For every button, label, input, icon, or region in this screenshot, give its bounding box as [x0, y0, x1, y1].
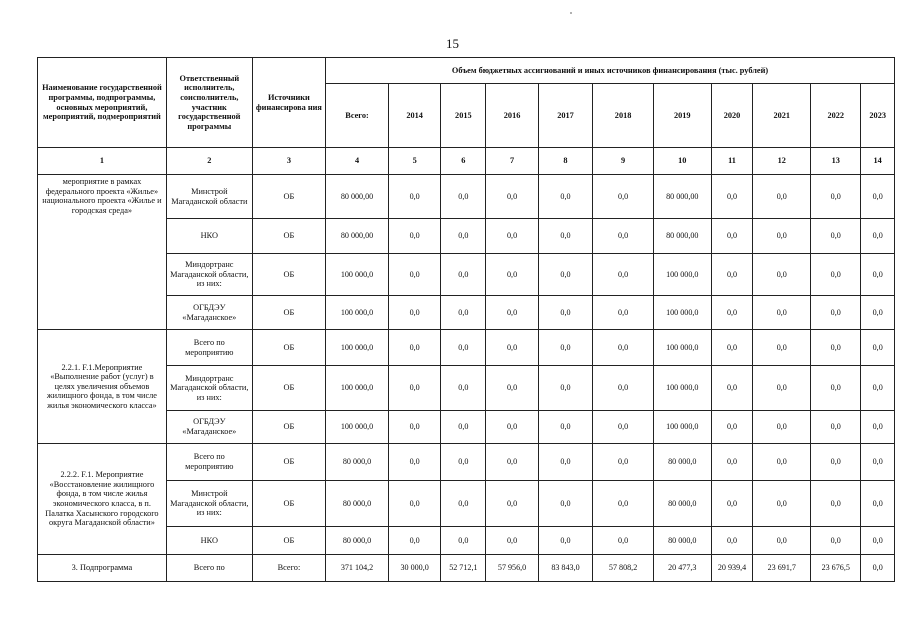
year-value-cell: 0,0 — [593, 527, 654, 555]
total-value-cell: 100 000,0 — [326, 330, 389, 366]
column-number: 9 — [593, 148, 654, 175]
year-value-cell: 0,0 — [861, 527, 895, 555]
column-number: 11 — [711, 148, 753, 175]
year-value-cell: 0,0 — [861, 175, 895, 219]
year-value-cell: 100 000,0 — [653, 366, 711, 411]
year-value-cell: 0,0 — [861, 444, 895, 481]
page-number: 15 — [446, 36, 459, 51]
column-number: 10 — [653, 148, 711, 175]
header-year: 2020 — [711, 84, 753, 148]
year-value-cell: 0,0 — [861, 555, 895, 582]
source-cell: ОБ — [252, 330, 325, 366]
table-row — [38, 481, 895, 527]
year-value-cell: 0,0 — [441, 481, 486, 527]
year-value-cell: 0,0 — [538, 527, 592, 555]
year-value-cell: 0,0 — [711, 411, 753, 444]
year-value-cell: 0,0 — [538, 481, 592, 527]
year-value-cell: 80 000,0 — [653, 481, 711, 527]
year-value-cell: 0,0 — [753, 175, 811, 219]
table-row — [38, 330, 895, 366]
header-year: 2022 — [811, 84, 861, 148]
year-value-cell: 100 000,0 — [653, 330, 711, 366]
header-year: 2017 — [538, 84, 592, 148]
year-value-cell: 0,0 — [486, 481, 538, 527]
year-value-cell: 80 000,00 — [653, 219, 711, 254]
year-value-cell: 0,0 — [538, 330, 592, 366]
header-total: Всего: — [326, 84, 389, 148]
total-value-cell: 371 104,2 — [326, 555, 389, 582]
year-value-cell: 0,0 — [441, 527, 486, 555]
table-row — [38, 366, 895, 411]
year-value-cell: 0,0 — [861, 254, 895, 296]
year-value-cell: 20 477,3 — [653, 555, 711, 582]
column-number: 5 — [388, 148, 440, 175]
year-value-cell: 0,0 — [593, 175, 654, 219]
year-value-cell: 0,0 — [388, 296, 440, 330]
year-value-cell: 0,0 — [861, 296, 895, 330]
total-value-cell: 100 000,0 — [326, 296, 389, 330]
scan-speck — [570, 12, 572, 14]
header-year: 2016 — [486, 84, 538, 148]
year-value-cell: 0,0 — [388, 481, 440, 527]
header-year: 2021 — [753, 84, 811, 148]
table-row — [38, 219, 895, 254]
year-value-cell: 0,0 — [486, 219, 538, 254]
year-value-cell: 0,0 — [753, 527, 811, 555]
table-row — [38, 411, 895, 444]
header-program-name: Наименование государственной программы, подпрограммы, основных мероприятий, мероприятий, подмероприятий — [38, 58, 167, 148]
table-row — [38, 254, 895, 296]
year-value-cell: 0,0 — [753, 254, 811, 296]
year-value-cell: 0,0 — [861, 330, 895, 366]
year-value-cell: 0,0 — [593, 219, 654, 254]
total-value-cell: 80 000,0 — [326, 527, 389, 555]
source-cell: ОБ — [252, 481, 325, 527]
year-value-cell: 0,0 — [711, 527, 753, 555]
year-value-cell: 0,0 — [538, 366, 592, 411]
responsible-cell: Минстрой Магаданской области — [166, 175, 252, 219]
header-year: 2014 — [388, 84, 440, 148]
year-value-cell: 0,0 — [861, 481, 895, 527]
year-value-cell: 0,0 — [388, 254, 440, 296]
source-cell: ОБ — [252, 366, 325, 411]
total-value-cell: 80 000,0 — [326, 481, 389, 527]
year-value-cell: 23 676,5 — [811, 555, 861, 582]
header-responsible: Ответственный исполнитель, соисполнитель, участник государственной программы — [166, 58, 252, 148]
year-value-cell: 0,0 — [811, 411, 861, 444]
year-value-cell: 0,0 — [538, 296, 592, 330]
responsible-cell: НКО — [166, 527, 252, 555]
column-number: 2 — [166, 148, 252, 175]
column-number: 4 — [326, 148, 389, 175]
year-value-cell: 0,0 — [486, 527, 538, 555]
year-value-cell: 0,0 — [811, 254, 861, 296]
year-value-cell: 0,0 — [441, 254, 486, 296]
year-value-cell: 0,0 — [753, 444, 811, 481]
year-value-cell: 0,0 — [486, 175, 538, 219]
total-value-cell: 100 000,0 — [326, 411, 389, 444]
source-cell: ОБ — [252, 219, 325, 254]
year-value-cell: 0,0 — [486, 411, 538, 444]
year-value-cell: 80 000,00 — [653, 175, 711, 219]
year-value-cell: 0,0 — [388, 411, 440, 444]
table-row — [38, 296, 895, 330]
program-name-cell: 2.2.2. F.1. Мероприятие «Восстановление жилищного фонда, в том числе жилья экономического класса, в п. Палатка Хасынского городского округа Магаданской области» — [38, 444, 167, 555]
subprogram-responsible-cell: Всего по — [166, 555, 252, 582]
year-value-cell: 0,0 — [486, 366, 538, 411]
responsible-cell: ОГБДЭУ «Магаданское» — [166, 411, 252, 444]
year-value-cell: 0,0 — [861, 411, 895, 444]
year-value-cell: 0,0 — [711, 330, 753, 366]
year-value-cell: 0,0 — [593, 254, 654, 296]
responsible-cell: Минстрой Магаданской области, из них: — [166, 481, 252, 527]
year-value-cell: 0,0 — [753, 330, 811, 366]
year-value-cell: 0,0 — [811, 444, 861, 481]
total-value-cell: 80 000,00 — [326, 175, 389, 219]
header-year: 2018 — [593, 84, 654, 148]
year-value-cell: 0,0 — [388, 175, 440, 219]
year-value-cell: 100 000,0 — [653, 296, 711, 330]
year-value-cell: 0,0 — [593, 366, 654, 411]
year-value-cell: 0,0 — [811, 219, 861, 254]
table-row — [38, 175, 895, 219]
source-cell: ОБ — [252, 296, 325, 330]
year-value-cell: 0,0 — [711, 175, 753, 219]
year-value-cell: 80 000,0 — [653, 527, 711, 555]
year-value-cell: 0,0 — [441, 175, 486, 219]
year-value-cell: 0,0 — [538, 411, 592, 444]
table-body — [38, 175, 895, 582]
header-year: 2015 — [441, 84, 486, 148]
year-value-cell: 0,0 — [538, 254, 592, 296]
source-cell: ОБ — [252, 175, 325, 219]
column-number: 12 — [753, 148, 811, 175]
year-value-cell: 0,0 — [711, 254, 753, 296]
source-cell: ОБ — [252, 444, 325, 481]
column-number: 7 — [486, 148, 538, 175]
subprogram-name-cell: 3. Подпрограмма — [38, 555, 167, 582]
year-value-cell: 0,0 — [441, 366, 486, 411]
year-value-cell: 100 000,0 — [653, 254, 711, 296]
responsible-cell: НКО — [166, 219, 252, 254]
year-value-cell: 0,0 — [388, 527, 440, 555]
column-number: 3 — [252, 148, 325, 175]
total-value-cell: 80 000,00 — [326, 219, 389, 254]
source-cell: ОБ — [252, 527, 325, 555]
year-value-cell: 0,0 — [441, 330, 486, 366]
year-value-cell: 100 000,0 — [653, 411, 711, 444]
year-value-cell: 20 939,4 — [711, 555, 753, 582]
year-value-cell: 0,0 — [711, 481, 753, 527]
responsible-cell: ОГБДЭУ «Магаданское» — [166, 296, 252, 330]
source-cell: ОБ — [252, 411, 325, 444]
year-value-cell: 0,0 — [861, 366, 895, 411]
year-value-cell: 0,0 — [538, 219, 592, 254]
column-number: 13 — [811, 148, 861, 175]
year-value-cell: 57 808,2 — [593, 555, 654, 582]
year-value-cell: 80 000,0 — [653, 444, 711, 481]
year-value-cell: 0,0 — [486, 254, 538, 296]
year-value-cell: 0,0 — [753, 296, 811, 330]
year-value-cell: 0,0 — [593, 444, 654, 481]
subprogram-source-cell: Всего: — [252, 555, 325, 582]
year-value-cell: 0,0 — [811, 296, 861, 330]
year-value-cell: 0,0 — [593, 330, 654, 366]
table-row — [38, 444, 895, 481]
total-value-cell: 80 000,0 — [326, 444, 389, 481]
header-sources: Источники финансирова ния — [252, 58, 325, 148]
responsible-cell: Всего по мероприятию — [166, 330, 252, 366]
total-value-cell: 100 000,0 — [326, 366, 389, 411]
header-funding-title: Объем бюджетных ассигнований и иных источников финансирования (тыс. рублей) — [326, 58, 895, 84]
year-value-cell: 0,0 — [441, 219, 486, 254]
year-value-cell: 0,0 — [711, 296, 753, 330]
year-value-cell: 23 691,7 — [753, 555, 811, 582]
year-value-cell: 0,0 — [753, 219, 811, 254]
year-value-cell: 0,0 — [753, 481, 811, 527]
source-cell: ОБ — [252, 254, 325, 296]
year-value-cell: 0,0 — [388, 366, 440, 411]
year-value-cell: 0,0 — [538, 444, 592, 481]
year-value-cell: 0,0 — [441, 444, 486, 481]
year-value-cell: 0,0 — [388, 219, 440, 254]
header-year: 2023 — [861, 84, 895, 148]
total-value-cell: 100 000,0 — [326, 254, 389, 296]
header-year: 2019 — [653, 84, 711, 148]
year-value-cell: 0,0 — [811, 175, 861, 219]
year-value-cell: 0,0 — [388, 330, 440, 366]
year-value-cell: 0,0 — [441, 411, 486, 444]
year-value-cell: 0,0 — [811, 481, 861, 527]
responsible-cell: Всего по мероприятию — [166, 444, 252, 481]
year-value-cell: 0,0 — [861, 219, 895, 254]
column-number: 6 — [441, 148, 486, 175]
year-value-cell: 0,0 — [486, 444, 538, 481]
column-number: 8 — [538, 148, 592, 175]
year-value-cell: 0,0 — [388, 444, 440, 481]
responsible-cell: Миндортранс Магаданской области, из них: — [166, 366, 252, 411]
year-value-cell: 0,0 — [486, 296, 538, 330]
year-value-cell: 0,0 — [811, 527, 861, 555]
year-value-cell: 0,0 — [711, 219, 753, 254]
responsible-cell: Миндортранс Магаданской области, из них: — [166, 254, 252, 296]
year-value-cell: 0,0 — [811, 330, 861, 366]
program-name-cell: мероприятие в рамках федерального проекта «Жилье» национального проекта «Жилье и городская среда» — [38, 175, 167, 330]
table-row — [38, 527, 895, 555]
year-value-cell: 0,0 — [753, 366, 811, 411]
year-value-cell: 0,0 — [753, 411, 811, 444]
year-value-cell: 0,0 — [711, 366, 753, 411]
year-value-cell: 0,0 — [486, 330, 538, 366]
column-number: 14 — [861, 148, 895, 175]
year-value-cell: 30 000,0 — [388, 555, 440, 582]
year-value-cell: 0,0 — [593, 296, 654, 330]
year-value-cell: 83 843,0 — [538, 555, 592, 582]
program-name-cell: 2.2.1. F.1.Мероприятие «Выполнение работ (услуг) в целях увеличения объемов жилищного фонда, в том числе жилья экономического класса» — [38, 330, 167, 444]
year-value-cell: 0,0 — [811, 366, 861, 411]
subprogram-row — [38, 555, 895, 582]
year-value-cell: 0,0 — [441, 296, 486, 330]
column-number: 1 — [38, 148, 167, 175]
year-value-cell: 52 712,1 — [441, 555, 486, 582]
budget-table — [37, 57, 895, 582]
year-value-cell: 0,0 — [711, 444, 753, 481]
year-value-cell: 0,0 — [593, 411, 654, 444]
year-value-cell: 0,0 — [593, 481, 654, 527]
year-value-cell: 0,0 — [538, 175, 592, 219]
year-value-cell: 57 956,0 — [486, 555, 538, 582]
